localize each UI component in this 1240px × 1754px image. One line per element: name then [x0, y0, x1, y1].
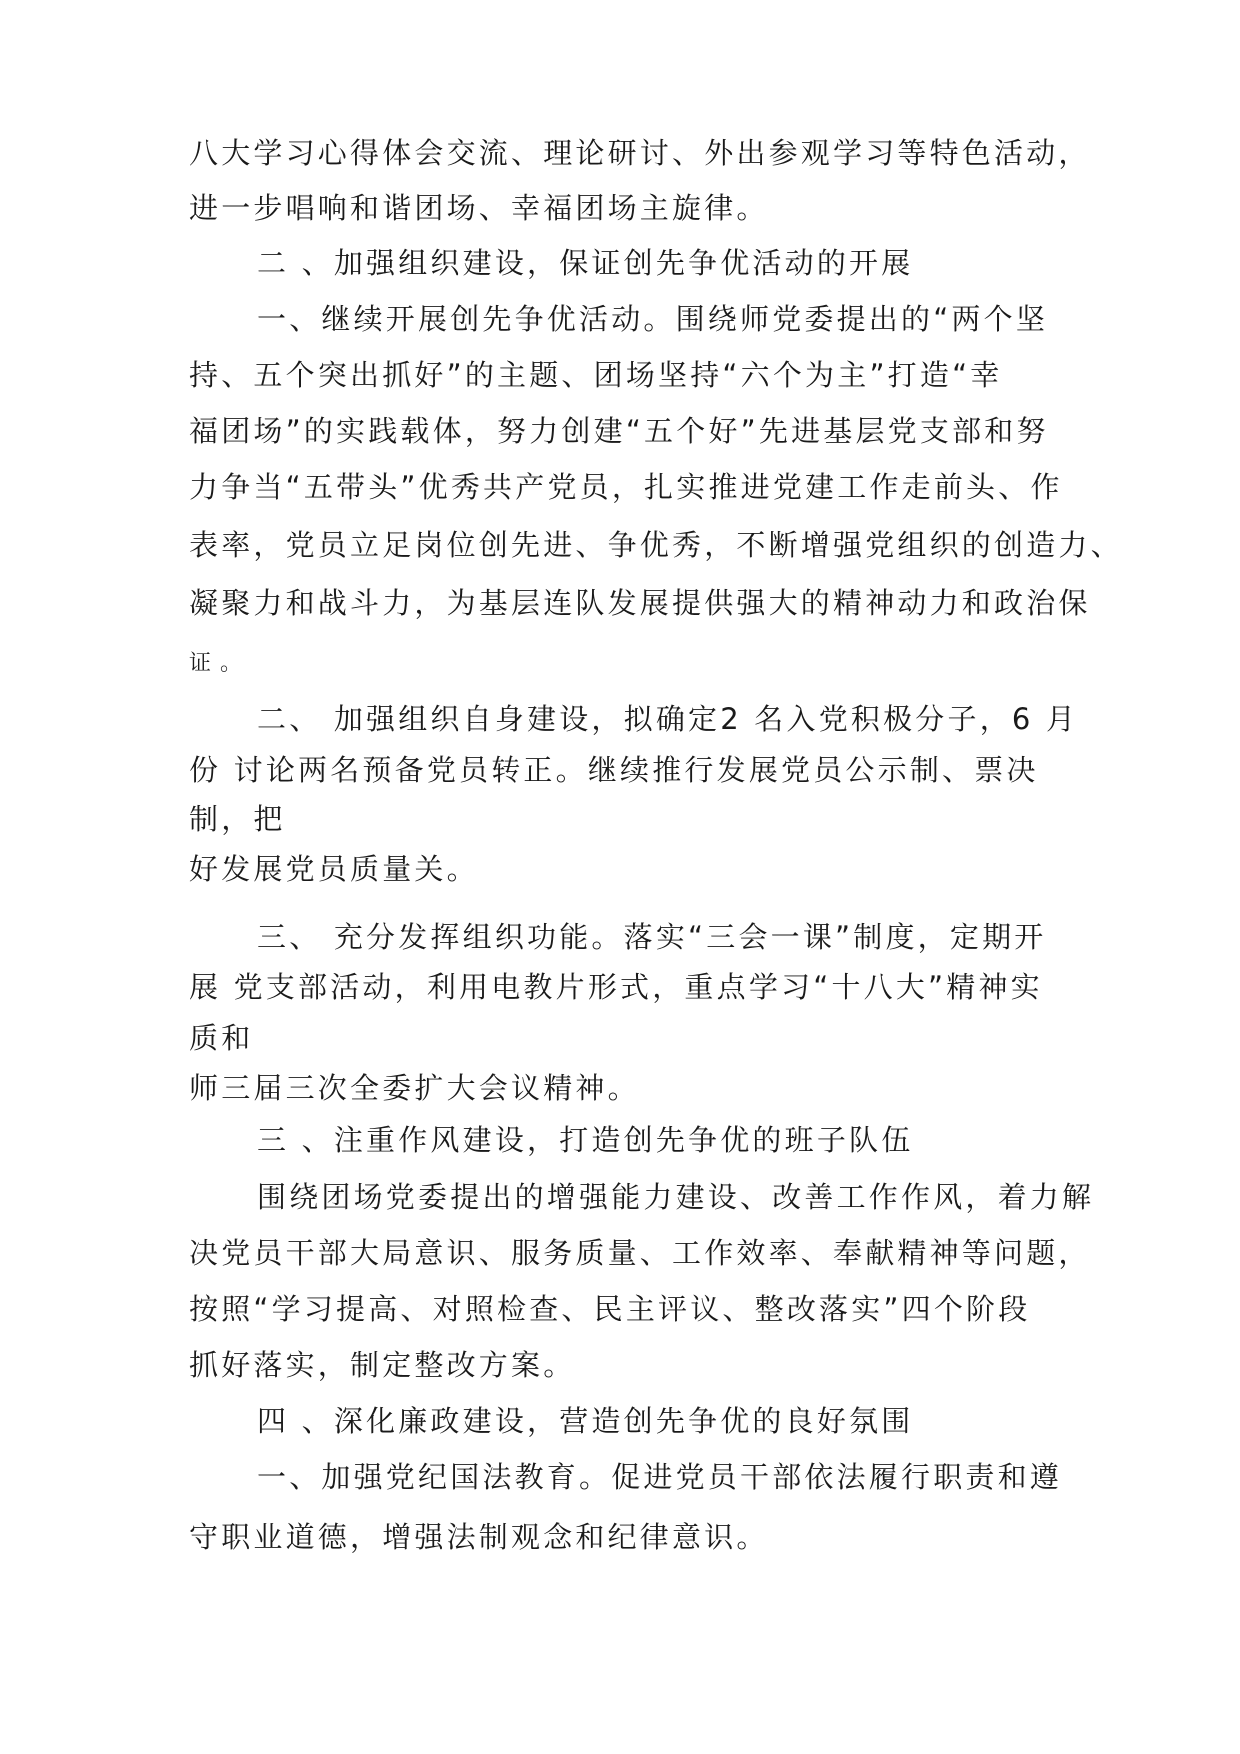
text-line: 份 讨论两名预备党员转正。继续推行发展党员公示制、票决: [189, 753, 1039, 787]
text-line: 福团场”的实践载体，努力创建“五个好”先进基层党支部和努: [189, 414, 1049, 448]
text-line: 守职业道德，增强法制观念和纪律意识。: [189, 1520, 769, 1554]
section-heading: 四 、深化廉政建设，营造创先争优的良好氛围: [257, 1404, 914, 1438]
text-line: 决党员干部大局意识、服务质量、工作效率、奉献精神等问题，: [189, 1236, 1091, 1270]
text-line: 质和: [189, 1021, 254, 1055]
text-line: 一、加强党纪国法教育。促进党员干部依法履行职责和遵: [257, 1460, 1063, 1494]
text-line: 一、继续开展创先争优活动。围绕师党委提出的“两个坚: [257, 302, 1049, 336]
text-line: 二、 加强组织自身建设，拟确定2 名入党积极分子，6 月: [257, 702, 1079, 736]
text-line: 展 党支部活动，利用电教片形式，重点学习“十八大”精神实: [189, 970, 1043, 1004]
text-line: 好发展党员质量关。: [189, 852, 479, 886]
text-line: 表率，党员立足岗位创先进、争优秀，不断增强党组织的创造力、: [189, 528, 1123, 562]
text-line: 按照“学习提高、对照检查、民主评议、整改落实”四个阶段: [189, 1292, 1031, 1326]
text-line: 持、五个突出抓好”的主题、团场坚持“六个为主”打造“幸: [189, 358, 1003, 392]
text-line: 师三届三次全委扩大会议精神。: [189, 1071, 640, 1105]
text-line: 三、 充分发挥组织功能。落实“三会一课”制度，定期开: [257, 920, 1047, 954]
text-line: 抓好落实，制定整改方案。: [189, 1348, 576, 1382]
text-line: 凝聚力和战斗力，为基层连队发展提供强大的精神动力和政治保: [189, 586, 1091, 620]
section-heading: 三 、注重作风建设，打造创先争优的班子队伍: [257, 1123, 914, 1157]
text-line: 进一步唱响和谐团场、幸福团场主旋律。: [189, 191, 769, 225]
text-line: 力争当“五带头”优秀共产党员，扎实推进党建工作走前头、作: [189, 470, 1063, 504]
text-line: 证 。: [189, 651, 243, 676]
text-line: 制，把: [189, 802, 286, 836]
text-line: 八大学习心得体会交流、理论研讨、外出参观学习等特色活动，: [189, 136, 1091, 170]
section-heading: 二 、加强组织建设，保证创先争优活动的开展: [257, 246, 914, 280]
text-line: 围绕团场党委提出的增强能力建设、改善工作作风，着力解: [257, 1180, 1095, 1214]
